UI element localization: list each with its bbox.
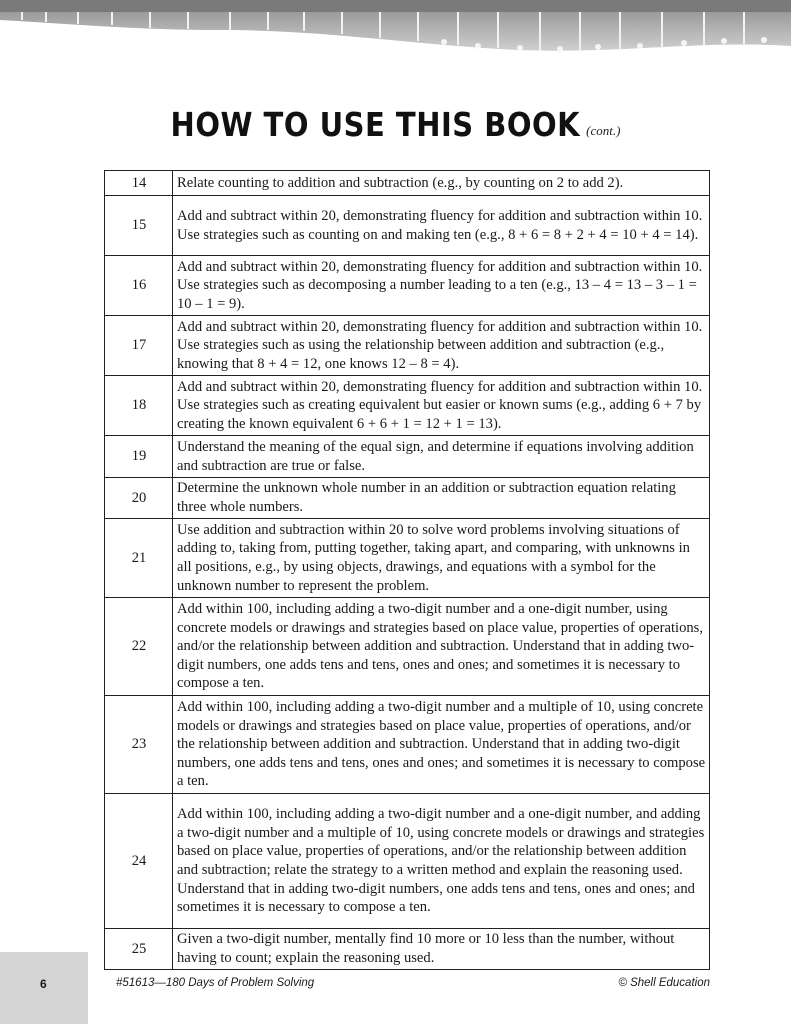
standard-number: 24 [105,794,173,929]
page-title: HOW TO USE THIS BOOK [170,105,581,145]
table-row [105,478,710,519]
table-row [105,316,710,376]
standard-text: Understand the meaning of the equal sign, and determine if equations involving addition and subtraction are true or false. [173,436,710,478]
table-row [105,256,710,316]
table-row [105,929,710,970]
standard-text: Add and subtract within 20, demonstrating fluency for addition and subtraction within 10. Use strategies such as using the relationship between addition and subtraction (e.g., knowing that 8 + 4 = 12, one knows 12 – 8 = 4). [173,316,710,376]
standard-number: 25 [105,929,173,970]
standard-text: Add and subtract within 20, demonstrating fluency for addition and subtraction within 10. Use strategies such as creating equivalent but easier or known sums (e.g., adding 6 + 7 by creating the known equivalent 6 + 6 + 1 = 12 + 1 = 13). [173,376,710,436]
standard-number: 16 [105,256,173,316]
table-row [105,696,710,794]
footer-book-title: #51613—180 Days of Problem Solving [116,977,315,989]
table-row [105,598,710,696]
standard-text: Add and subtract within 20, demonstrating fluency for addition and subtraction within 10. Use strategies such as counting on and making ten (e.g., 8 + 6 = 8 + 2 + 4 = 10 + 4 = 14). [173,196,710,256]
page-number: 6 [40,977,47,991]
standard-text: Add and subtract within 20, demonstrating fluency for addition and subtraction within 10. Use strategies such as decomposing a number leading to a ten (e.g., 13 – 4 = 13 – 3 – 1 = 10 – 1 = 9). [173,256,710,316]
standards-table [104,170,710,970]
standard-text: Add within 100, including adding a two-digit number and a multiple of 10, using concrete models or drawings and strategies based on place value, properties of operations, and/or the relationship between addition and subtraction. Understand that in adding two-digit numbers, one adds tens and tens, ones and ones; and sometimes it is necessary to compose a ten. [173,696,710,794]
standard-number: 18 [105,376,173,436]
title-suffix: (cont.) [586,123,621,138]
page-heading [0,105,791,145]
standard-text: Use addition and subtraction within 20 to solve word problems involving situations of adding to, taking from, putting together, taking apart, and comparing, with unknowns in all positions, e.g., by using objects, drawings, and equations with a symbol for the unknown number to represent the problem. [173,519,710,598]
standard-number: 23 [105,696,173,794]
standard-text: Add within 100, including adding a two-digit number and a one-digit number, and adding a two-digit number and a multiple of 10, using concrete models or drawings and strategies based on place value, properties of operations, and/or the relationship between addition and subtraction; relate the strategy to a written method and explain the reasoning used. Understand that in adding two-digit numbers, one adds tens and tens, ones and ones; and sometimes it is necessary to compose a ten. [173,794,710,929]
table-row [105,794,710,929]
footer-copyright: © Shell Education [618,977,710,989]
table-row [105,171,710,196]
standard-number: 20 [105,478,173,519]
standard-number: 21 [105,519,173,598]
standard-text: Determine the unknown whole number in an addition or subtraction equation relating three whole numbers. [173,478,710,519]
table-row [105,436,710,478]
standard-text: Add within 100, including adding a two-digit number and a one-digit number, using concrete models or drawings and strategies based on place value, properties of operations, and/or the relationship between addition and subtraction. Understand that in adding two-digit numbers, one adds tens and tens, ones and ones; and sometimes it is necessary to compose a ten. [173,598,710,696]
table-row [105,376,710,436]
standard-number: 14 [105,171,173,196]
standard-text: Given a two-digit number, mentally find 10 more or 10 less than the number, without having to count; explain the reasoning used. [173,929,710,970]
standard-number: 19 [105,436,173,478]
table-row [105,196,710,256]
standard-number: 17 [105,316,173,376]
standard-number: 22 [105,598,173,696]
table-row [105,519,710,598]
standard-text: Relate counting to addition and subtraction (e.g., by counting on 2 to add 2). [173,171,710,196]
standard-number: 15 [105,196,173,256]
decorative-banner [0,0,791,70]
